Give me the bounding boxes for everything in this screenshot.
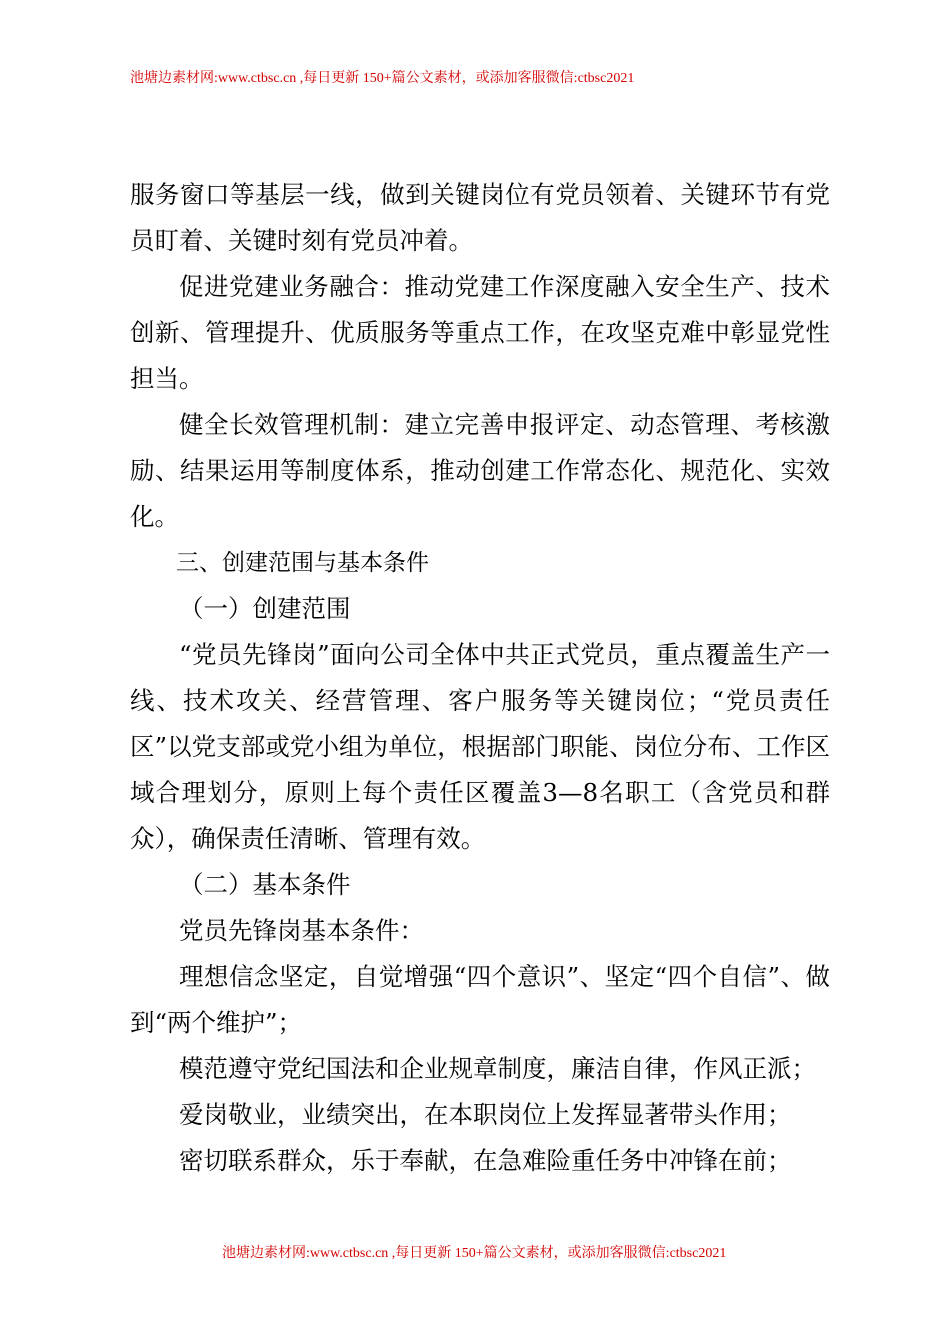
paragraph-pioneer-post-conditions-intro: 党员先锋岗基本条件： — [179, 916, 424, 945]
subsection-heading-scope: （一）创建范围 — [179, 594, 351, 623]
paragraph-long-term-mechanism: 健全长效管理机制：建立完善申报评定、动态管理、考核激励、结果运用等制度体系，推动创建工作常态化、规范化、实效化。 — [130, 410, 830, 531]
condition-item-masses: 密切联系群众，乐于奉献，在急难险重任务中冲锋在前； — [179, 1146, 792, 1175]
condition-item-discipline: 模范遵守党纪国法和企业规章制度，廉洁自律，作风正派； — [179, 1054, 816, 1083]
subsection-heading-basic-conditions: （二）基本条件 — [179, 870, 351, 899]
section-heading-scope-and-conditions: 三、创建范围与基本条件 — [176, 550, 429, 576]
condition-item-dedication: 爱岗敬业，业绩突出，在本职岗位上发挥显著带头作用； — [179, 1100, 792, 1129]
document-body — [130, 172, 830, 1184]
paragraph-continuation: 服务窗口等基层一线，做到关键岗位有党员领着、关键环节有党员盯着、关键时刻有党员冲着。 — [130, 180, 830, 255]
header-banner: 池塘边素材网:www.ctbsc.cn ,每日更新 150+篇公文素材，或添加客服微信:ctbsc2021 — [130, 71, 635, 86]
footer-banner: 池塘边素材网:www.ctbsc.cn ,每日更新 150+篇公文素材，或添加客服微信:ctbsc2021 — [222, 1246, 727, 1261]
paragraph-scope-description: “党员先锋岗”面向公司全体中共正式党员，重点覆盖生产一线、技术攻关、经营管理、客户服务等关键岗位；“党员责任区”以党支部或党小组为单位，根据部门职能、岗位分布、工作区域合理划分，原则上每个责任区覆盖3—8名职工（含党员和群众），确保责任清晰、管理有效。 — [130, 640, 830, 853]
condition-item-ideals: 理想信念坚定，自觉增强“四个意识”、坚定“四个自信”、做到“两个维护”； — [130, 962, 830, 1037]
paragraph-party-business-integration: 促进党建业务融合：推动党建工作深度融入安全生产、技术创新、管理提升、优质服务等重点工作，在攻坚克难中彰显党性担当。 — [130, 272, 830, 393]
